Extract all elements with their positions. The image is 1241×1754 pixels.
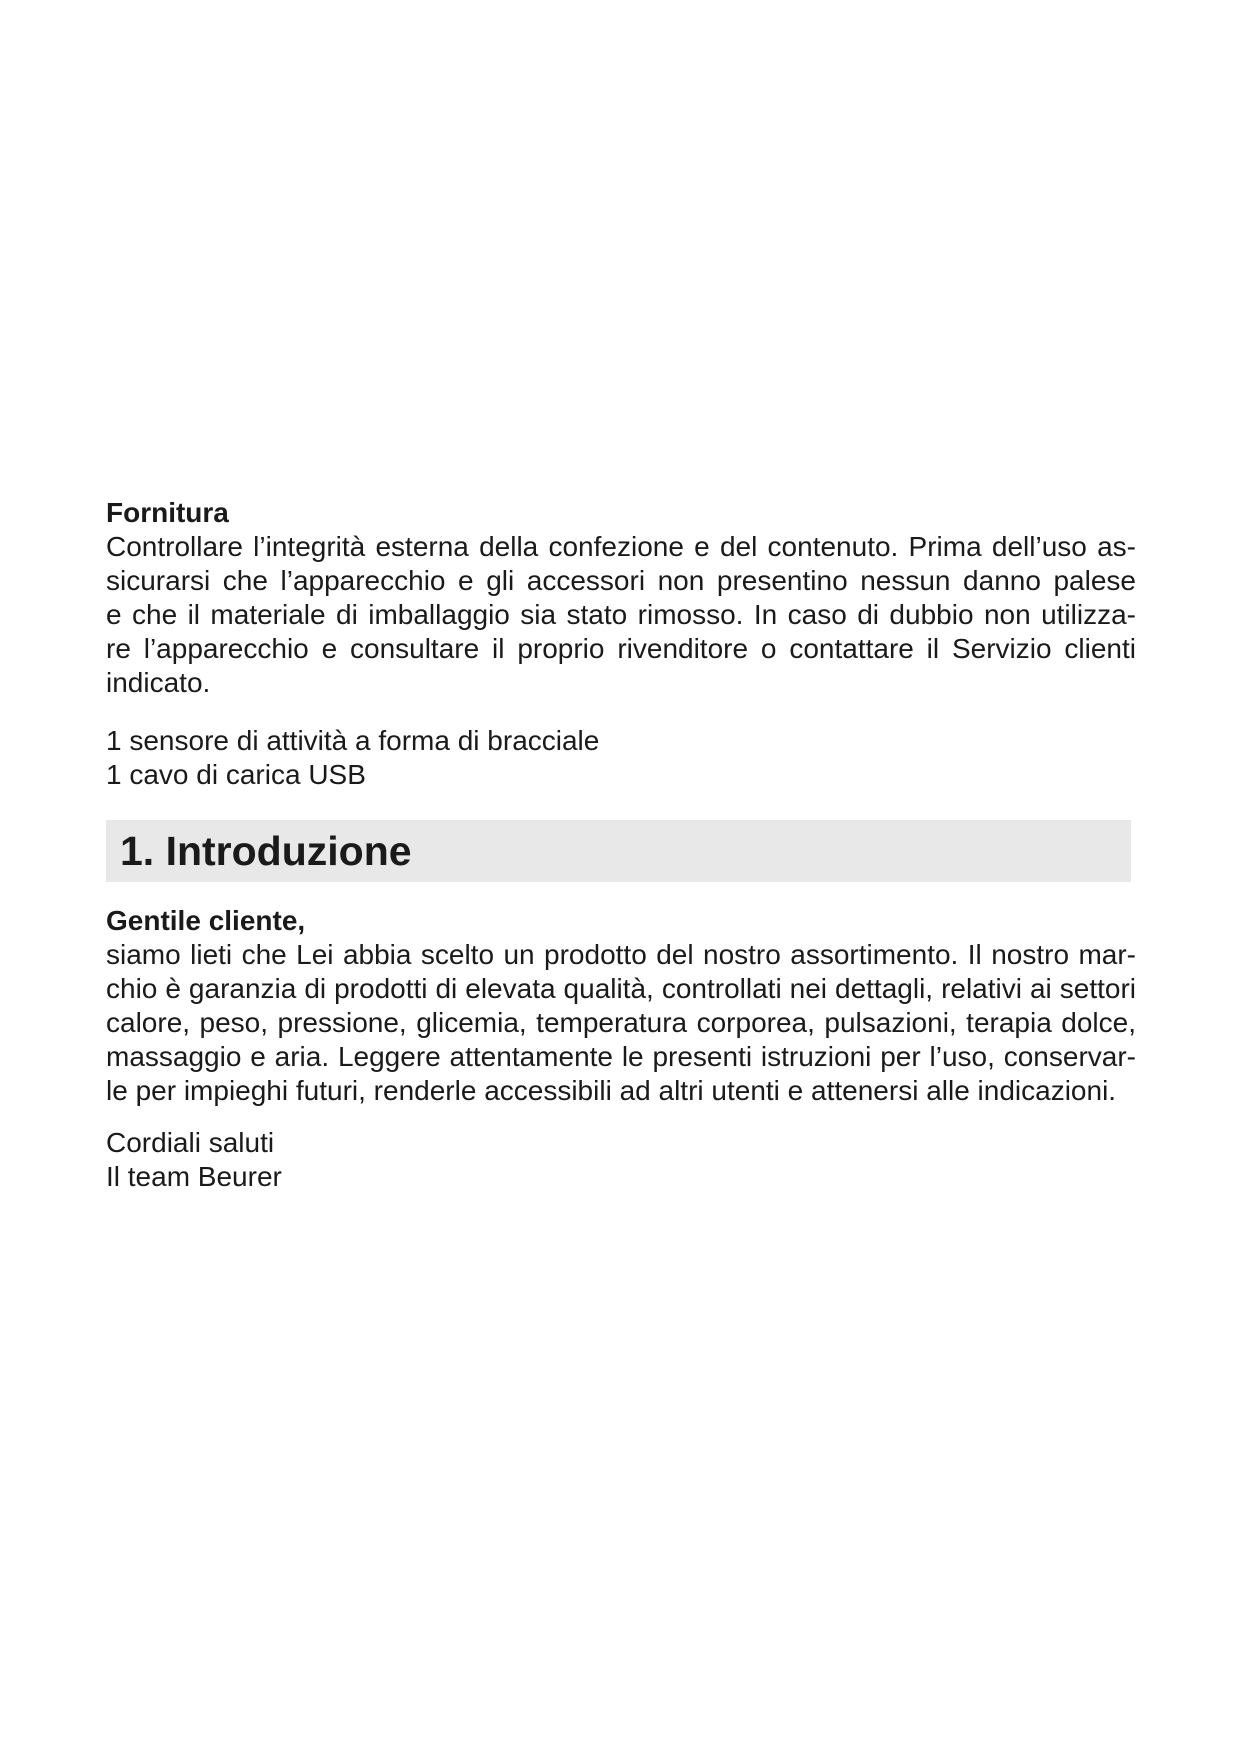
list-item: 1 cavo di carica USB [106, 759, 366, 790]
supply-line: re l’apparecchio e consultare il proprio rivenditore o contattare il Servizio clienti [106, 633, 1136, 664]
intro-line: chio è garanzia di prodotti di elevata qualità, controllati nei dettagli, relativi ai settori [106, 973, 1136, 1004]
supply-paragraph [106, 530, 1136, 700]
intro-line: calore, peso, pressione, glicemia, temperatura corporea, pulsazioni, terapia dolce, [106, 1007, 1136, 1038]
supply-items-list [106, 724, 1136, 792]
supply-line: indicato. [106, 667, 211, 698]
supply-line: e che il materiale di imballaggio sia stato rimosso. In caso di dubbio non utilizza- [106, 599, 1136, 630]
section-title: 1. Introduzione [120, 828, 412, 874]
intro-paragraph [106, 938, 1136, 1108]
document-page [106, 496, 1136, 1194]
closing-line: Il team Beurer [106, 1161, 282, 1192]
closing-signature [106, 1126, 1136, 1194]
supply-line: sicurarsi che l’apparecchio e gli accessori non presentino nessun danno palese [106, 565, 1136, 596]
supply-heading: Fornitura [106, 497, 229, 528]
intro-line: le per impieghi futuri, renderle accessibili ad altri utenti e attenersi alle indicazioni. [106, 1075, 1117, 1106]
intro-line: siamo lieti che Lei abbia scelto un prodotto del nostro assortimento. Il nostro mar- [106, 939, 1136, 970]
supply-line: Controllare l’integrità esterna della confezione e del contenuto. Prima dell’uso as- [106, 531, 1136, 562]
closing-line: Cordiali saluti [106, 1127, 275, 1158]
greeting-heading: Gentile cliente, [106, 905, 306, 936]
list-item: 1 sensore di attività a forma di bracciale [106, 725, 600, 756]
section-header-bar [106, 820, 1131, 882]
intro-line: massaggio e aria. Leggere attentamente le presenti istruzioni per l’uso, conservar- [106, 1041, 1136, 1072]
